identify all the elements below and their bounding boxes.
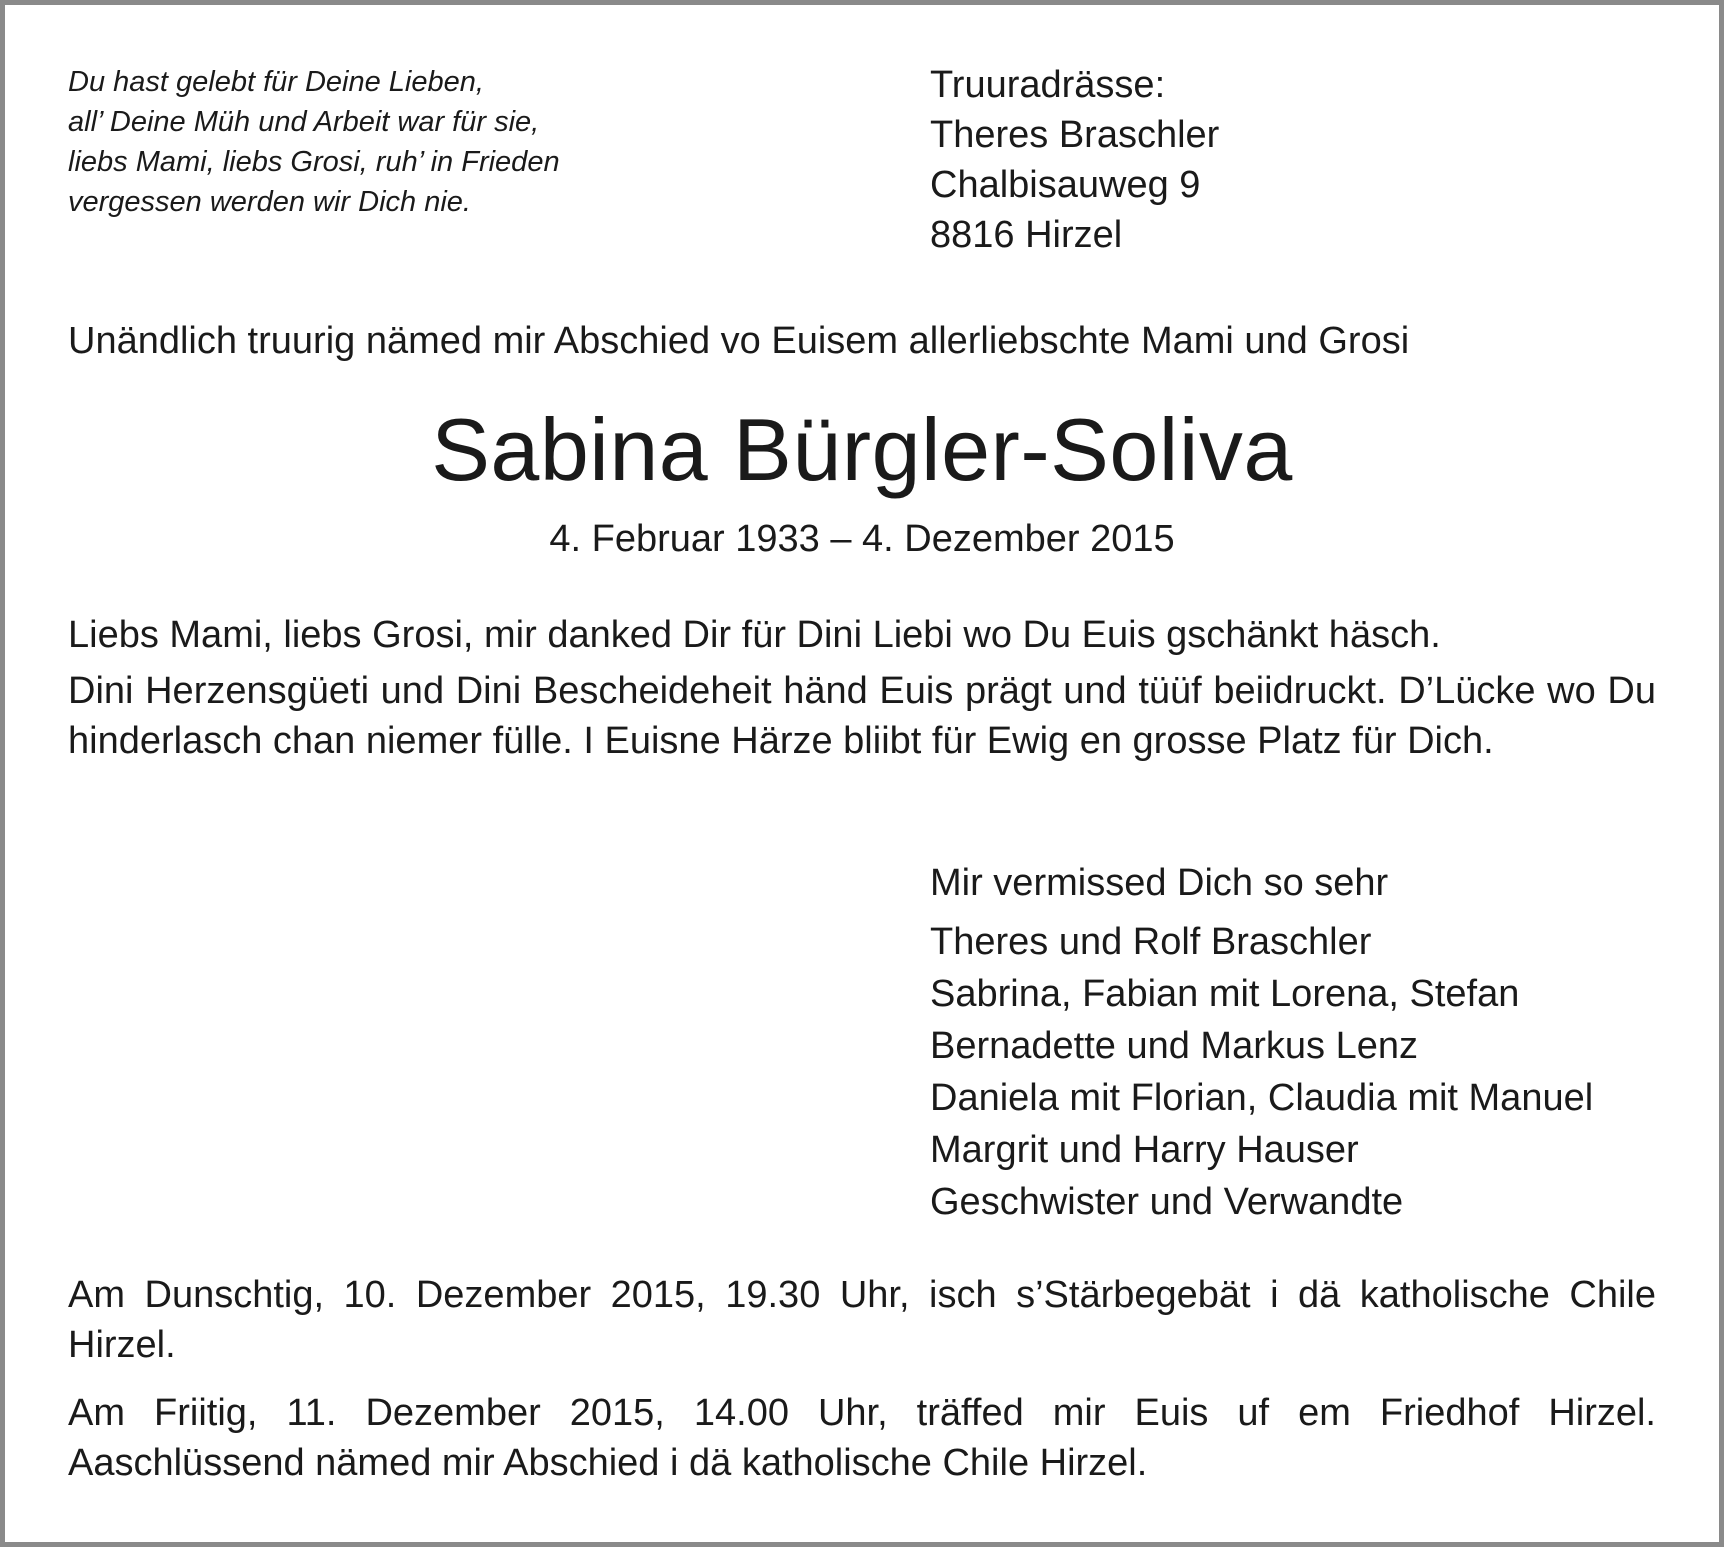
mourners-list	[930, 916, 1690, 1228]
mourner-line: Sabrina, Fabian mit Lorena, Stefan	[930, 973, 1520, 1015]
mourner-line: Geschwister und Verwandte	[930, 1181, 1404, 1223]
poem-line: liebs Mami, liebs Grosi, ruh’ in Frieden	[68, 146, 560, 178]
thanks-paragraph: Liebs Mami, liebs Grosi, mir danked Dir für Dini Liebi wo Du Euis gschänkt häsch.	[68, 614, 1441, 656]
address-city: 8816 Hirzel	[930, 214, 1123, 256]
poem-line: all’ Deine Müh und Arbeit war für sie,	[68, 106, 540, 138]
address-street: Chalbisauweg 9	[930, 164, 1201, 206]
poem-line: Du hast gelebt für Deine Lieben,	[68, 66, 484, 98]
address-label: Truuradrässe:	[930, 64, 1166, 106]
mourner-line: Bernadette und Markus Lenz	[930, 1025, 1418, 1067]
funeral-events	[68, 1270, 1656, 1506]
mourning-address	[930, 60, 1630, 260]
event-paragraph: Am Friitig, 11. Dezember 2015, 14.00 Uhr, träffed mir Euis uf em Friedhof Hirzel. Aaschlüssend nämed mir Abschied i dä katholische Chile Hirzel.	[68, 1392, 1656, 1484]
memorial-poem	[68, 62, 768, 222]
mourner-line: Margrit und Harry Hauser	[930, 1129, 1359, 1171]
life-dates: 4. Februar 1933 – 4. Dezember 2015	[549, 518, 1175, 560]
address-name: Theres Braschler	[930, 114, 1220, 156]
thanks-paragraph: Dini Herzensgüeti und Dini Bescheideheit händ Euis prägt und tüüf beiidruckt. D’Lücke wo Du hinderlasch chan niemer fülle. I Euisne Härze bliibt für Ewig en grosse Platz für Dich.	[68, 670, 1656, 762]
mourners-heading: Mir vermissed Dich so sehr	[930, 862, 1389, 904]
thanks-text	[68, 610, 1656, 772]
deceased-name: Sabina Bürgler-Soliva	[431, 400, 1293, 499]
event-paragraph: Am Dunschtig, 10. Dezember 2015, 19.30 Uhr, isch s’Stärbegebät i dä katholische Chile Hirzel.	[68, 1274, 1656, 1366]
poem-line: vergessen werden wir Dich nie.	[68, 186, 471, 218]
mourner-line: Theres und Rolf Braschler	[930, 921, 1372, 963]
mourner-line: Daniela mit Florian, Claudia mit Manuel	[930, 1077, 1594, 1119]
intro-text: Unändlich truurig nämed mir Abschied vo Euisem allerliebschte Mami und Grosi	[68, 320, 1410, 362]
